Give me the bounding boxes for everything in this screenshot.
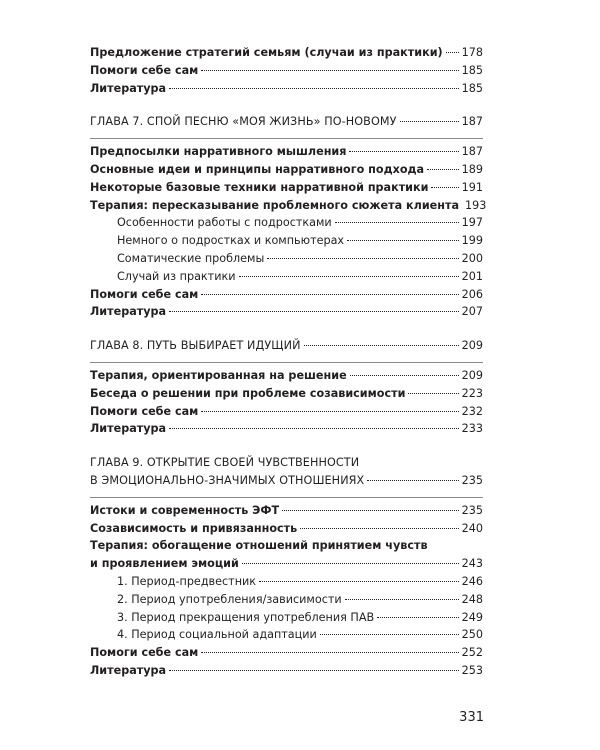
dot-leader <box>408 393 458 394</box>
toc-entry-title: Литература <box>90 663 167 677</box>
toc-subentry <box>90 234 483 252</box>
toc-entry <box>90 288 483 306</box>
toc-entry-page: 232 <box>461 404 483 418</box>
toc-subentry <box>90 575 483 593</box>
dot-leader <box>201 411 458 412</box>
toc-entry-title: Литература <box>90 422 167 436</box>
toc-entry-page: 223 <box>461 386 483 400</box>
toc-entry-title: Литература <box>90 81 167 95</box>
toc-entry-title: 1. Период-предвестник <box>117 574 257 588</box>
chapter-heading <box>90 115 483 133</box>
toc-entry <box>90 646 483 664</box>
dot-leader <box>431 187 458 188</box>
toc-entry-page: 193 <box>465 198 487 212</box>
toc-entry-page: 209 <box>461 368 483 382</box>
dot-leader <box>282 510 459 511</box>
toc-subentry <box>90 216 483 234</box>
dot-leader <box>239 276 459 277</box>
toc-entry-title: Созависимость и привязанность <box>90 521 298 535</box>
toc-entry-page: 233 <box>461 422 483 436</box>
dot-leader <box>347 240 459 241</box>
toc-entry-page: 187 <box>461 145 483 159</box>
toc-entry-page: 200 <box>461 251 483 265</box>
toc-entry-title: Литература <box>90 305 167 319</box>
dot-leader <box>201 652 458 653</box>
toc-entry-page: 207 <box>461 305 483 319</box>
dot-leader <box>169 670 459 671</box>
toc-entry-title: Предложение стратегий семьям (случаи из практики) <box>90 46 443 59</box>
chapter-heading <box>90 474 483 492</box>
toc-entry-page: 249 <box>461 610 483 624</box>
toc-entry-title: Соматические проблемы <box>117 251 265 265</box>
toc-entry-title: Помоги себе сам <box>90 63 199 77</box>
toc-entry-page: 248 <box>461 592 483 606</box>
toc-entry-page: 191 <box>461 180 483 194</box>
toc-entry <box>90 64 483 82</box>
toc-entry <box>90 181 483 199</box>
toc-entry-title: Некоторые базовые техники нарративной практики <box>90 180 429 194</box>
toc-entry <box>90 163 483 181</box>
dot-leader <box>350 375 459 376</box>
dot-leader <box>201 70 458 71</box>
chapter-divider <box>90 497 483 498</box>
toc-subentry <box>90 270 483 288</box>
toc-entry <box>90 198 487 217</box>
toc-entry-page: 243 <box>461 557 483 571</box>
toc-entry <box>90 557 483 575</box>
toc-entry <box>90 522 483 540</box>
toc-entry <box>90 369 483 387</box>
toc-entry-title: Предпосылки нарративного мышления <box>90 145 347 159</box>
chapter-heading <box>90 339 483 357</box>
toc-entry-title: Особенности работы с подростками <box>117 216 332 230</box>
toc-entry <box>90 145 483 163</box>
dot-leader <box>446 52 459 53</box>
toc-entry-page: 253 <box>461 663 483 677</box>
toc-entry-title: Терапия: пересказывание проблемного сюжета клиента <box>90 198 460 212</box>
dot-leader <box>377 617 458 618</box>
toc-entry-page: 199 <box>461 234 483 248</box>
dot-leader <box>349 151 458 152</box>
chapter-divider <box>90 362 483 363</box>
dot-leader <box>169 311 459 312</box>
toc-entry-title: Беседа о решении при проблеме созависимости <box>90 386 406 400</box>
chapter-page: 209 <box>461 339 483 353</box>
toc-entry-page: 235 <box>461 503 483 517</box>
toc-entry-title: Основные идеи и принципы нарративного подхода <box>90 162 425 176</box>
dot-leader <box>242 563 459 564</box>
toc-entry-page: 240 <box>461 521 483 535</box>
dot-leader <box>201 294 458 295</box>
chapter-title: В ЭМОЦИОНАЛЬНО-ЗНАЧИМЫХ ОТНОШЕНИЯХ <box>90 473 365 487</box>
toc-subentry <box>90 252 483 270</box>
toc-entry-title: Терапия, ориентированная на решение <box>90 368 347 382</box>
toc-entry-page: 246 <box>461 574 483 588</box>
toc-entry-title: Случай из практики <box>117 269 236 283</box>
dot-leader <box>400 121 459 122</box>
table-of-contents <box>90 46 487 682</box>
toc-subentry <box>90 628 483 646</box>
toc-subentry <box>90 611 483 629</box>
chapter-heading-line1 <box>90 456 483 474</box>
chapter-title: ГЛАВА 7. СПОЙ ПЕСНЮ «МОЯ ЖИЗНЬ» ПО-НОВОМУ <box>90 115 397 129</box>
toc-entry-title: и проявлением эмоций <box>90 557 239 571</box>
toc-entry-page: 252 <box>461 646 483 660</box>
chapter-title: ГЛАВА 9. ОТКРЫТИЕ СВОЕЙ ЧУВСТВЕННОСТИ <box>90 456 360 470</box>
toc-entry-title: 3. Период прекращения употребления ПАВ <box>117 610 375 624</box>
toc-entry-title: Помоги себе сам <box>90 646 199 660</box>
chapter-page: 235 <box>461 473 483 487</box>
dot-leader <box>335 222 459 223</box>
dot-leader <box>345 599 459 600</box>
toc-entry-page: 250 <box>461 628 483 642</box>
toc-entry-title: 2. Период употребления/зависимости <box>117 592 342 606</box>
dot-leader <box>367 480 458 481</box>
toc-entry-page: 185 <box>461 81 483 95</box>
toc-entry <box>90 422 483 440</box>
toc-entry <box>90 305 483 323</box>
toc-entry-title: Помоги себе сам <box>90 404 199 418</box>
toc-entry-page: 206 <box>461 287 483 301</box>
toc-entry <box>90 46 483 64</box>
toc-entry-title: Помоги себе сам <box>90 287 199 301</box>
toc-entry-title: 4. Период социальной адаптации <box>117 628 317 642</box>
chapter-title: ГЛАВА 8. ПУТЬ ВЫБИРАЕТ ИДУЩИЙ <box>90 339 301 353</box>
toc-entry-title: Немного о подростках и компьютерах <box>117 234 345 248</box>
page-number: 331 <box>459 710 484 725</box>
dot-leader <box>259 581 459 582</box>
toc-entry-title: Терапия: обогащение отношений принятием чувств <box>90 539 428 553</box>
dot-leader <box>320 634 459 635</box>
toc-entry <box>90 504 483 522</box>
toc-entry <box>90 387 483 405</box>
toc-entry <box>90 664 483 682</box>
toc-subentry <box>90 593 483 611</box>
toc-entry-page: 201 <box>461 269 483 283</box>
dot-leader <box>304 345 459 346</box>
toc-entry-page: 178 <box>461 46 483 59</box>
dot-leader <box>427 169 459 170</box>
toc-entry-line1 <box>90 539 483 557</box>
dot-leader <box>169 88 459 89</box>
toc-entry-title: Истоки и современность ЭФТ <box>90 503 280 517</box>
toc-entry-page: 197 <box>461 216 483 230</box>
chapter-page: 187 <box>461 115 483 129</box>
dot-leader <box>267 258 458 259</box>
toc-entry-page: 185 <box>461 63 483 77</box>
dot-leader <box>169 428 459 429</box>
toc-entry <box>90 405 483 423</box>
chapter-divider <box>90 138 483 139</box>
toc-entry-page: 189 <box>461 162 483 176</box>
dot-leader <box>300 528 458 529</box>
toc-entry <box>90 82 483 100</box>
